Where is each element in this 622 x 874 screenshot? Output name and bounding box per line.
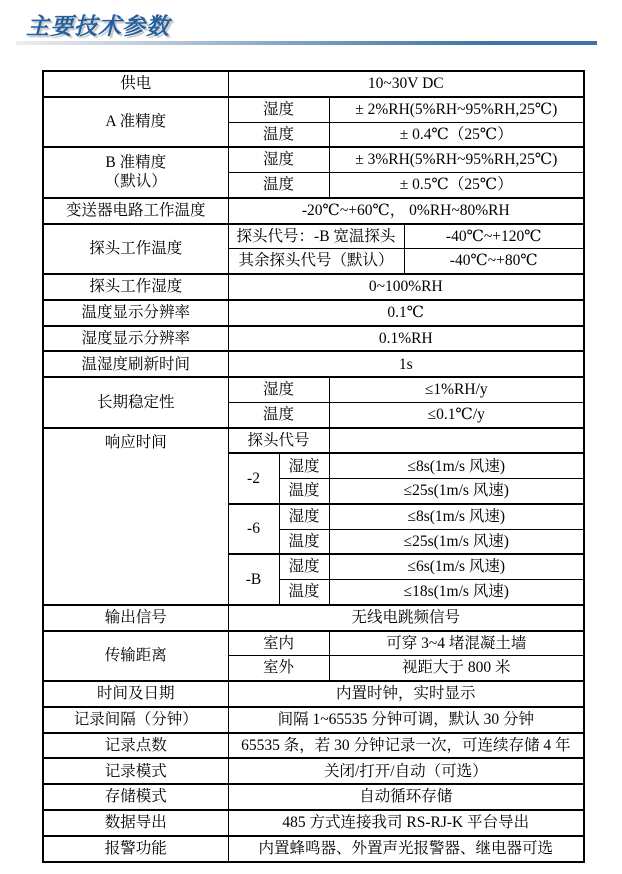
acc-a-temp-label-cell: 温度: [228, 122, 329, 147]
response-header-empty-cell: [329, 428, 584, 454]
row-alarm: [43, 836, 584, 862]
row-storage-mode: [43, 784, 584, 810]
page-title: 主要技术参数: [26, 13, 170, 39]
rh-res-label-cell: 湿度显示分辨率: [43, 326, 228, 352]
row-temp-resolution: [43, 300, 584, 326]
resp-b-temp-value-cell: ≤18s(1m/s 风速): [329, 580, 584, 605]
row-record-points: [43, 733, 584, 759]
acc-b-label-cell: [43, 147, 228, 197]
refresh-value-cell: 1s: [228, 351, 584, 377]
stability-humidity-value-cell: ≤1%RH/y: [329, 377, 584, 402]
spec-table: [42, 70, 585, 863]
response-label-cell: 响应时间: [43, 428, 228, 605]
acc-b-humidity-label-cell: 湿度: [228, 147, 329, 172]
points-label-cell: 记录点数: [43, 733, 228, 759]
resp-6-code-cell: -6: [228, 504, 279, 554]
storage-value-cell: 自动循环存储: [228, 784, 584, 810]
acc-b-label-line1: B 准精度: [105, 154, 167, 172]
stability-temp-label-cell: 温度: [228, 402, 329, 427]
storage-label-cell: 存储模式: [43, 784, 228, 810]
refresh-label-cell: 温湿度刷新时间: [43, 351, 228, 377]
resp-2-humidity-label-cell: 湿度: [279, 453, 329, 478]
rh-res-value-cell: 0.1%RH: [228, 326, 584, 352]
row-datetime: [43, 681, 584, 707]
probe-other-value-cell: -40℃~+80℃: [404, 249, 584, 274]
row-record-interval: [43, 707, 584, 733]
row-output-signal: [43, 605, 584, 631]
acc-b-humidity-value-cell: ± 3%RH(5%RH~95%RH,25℃): [329, 147, 584, 172]
acc-a-humidity-value-cell: ± 2%RH(5%RH~95%RH,25℃): [329, 97, 584, 122]
row-refresh-time: [43, 351, 584, 377]
resp-6-temp-value-cell: ≤25s(1m/s 风速): [329, 529, 584, 554]
resp-6-humidity-label-cell: 湿度: [279, 504, 329, 529]
row-response-header: [43, 428, 584, 454]
row-rh-resolution: [43, 326, 584, 352]
datetime-label-cell: 时间及日期: [43, 681, 228, 707]
rec-mode-value-cell: 关闭/打开/自动（可选）: [228, 758, 584, 784]
probe-rh-label-cell: 探头工作湿度: [43, 274, 228, 300]
stability-humidity-label-cell: 湿度: [228, 377, 329, 402]
datetime-value-cell: 内置时钟，实时显示: [228, 681, 584, 707]
resp-b-humidity-value-cell: ≤6s(1m/s 风速): [329, 554, 584, 579]
row-record-mode: [43, 758, 584, 784]
title-underline-rule: [16, 41, 597, 45]
probe-code-header-cell: 探头代号: [228, 428, 329, 454]
power-label-cell: 供电: [43, 71, 228, 97]
interval-label-cell: 记录间隔（分钟）: [43, 707, 228, 733]
acc-b-label-line2: （默认）: [104, 173, 167, 191]
rec-mode-label-cell: 记录模式: [43, 758, 228, 784]
power-value-cell: 10~30V DC: [228, 71, 584, 97]
distance-label-cell: 传输距离: [43, 631, 228, 681]
indoor-value-cell: 可穿 3~4 堵混凝土墙: [329, 631, 584, 656]
resp-b-temp-label-cell: 温度: [279, 580, 329, 605]
acc-a-humidity-label-cell: 湿度: [228, 97, 329, 122]
resp-6-temp-label-cell: 温度: [279, 529, 329, 554]
row-power: [43, 71, 584, 97]
resp-b-humidity-label-cell: 湿度: [279, 554, 329, 579]
temp-res-label-cell: 温度显示分辨率: [43, 300, 228, 326]
row-distance-indoor: [43, 631, 584, 656]
resp-2-code-cell: -2: [228, 453, 279, 503]
row-stability-humidity: [43, 377, 584, 402]
row-acc-a-humidity: [43, 97, 584, 122]
export-value-cell: 485 方式连接我司 RS-RJ-K 平台导出: [228, 810, 584, 836]
acc-a-label-cell: A 准精度: [43, 97, 228, 147]
outdoor-value-cell: 视距大于 800 米: [329, 656, 584, 681]
row-probe-rh: [43, 274, 584, 300]
output-label-cell: 输出信号: [43, 605, 228, 631]
probe-b-label-cell: 探头代号：-B 宽温探头: [228, 224, 404, 249]
alarm-value-cell: 内置蜂鸣器、外置声光报警器、继电器可选: [228, 836, 584, 862]
acc-b-temp-label-cell: 温度: [228, 172, 329, 197]
acc-a-temp-value-cell: ± 0.4℃（25℃）: [329, 122, 584, 147]
row-data-export: [43, 810, 584, 836]
acc-b-temp-value-cell: ± 0.5℃（25℃）: [329, 172, 584, 197]
probe-other-label-cell: 其余探头代号（默认）: [228, 249, 404, 274]
probe-rh-value-cell: 0~100%RH: [228, 274, 584, 300]
stability-temp-value-cell: ≤0.1℃/y: [329, 402, 584, 427]
indoor-label-cell: 室内: [228, 631, 329, 656]
alarm-label-cell: 报警功能: [43, 836, 228, 862]
resp-2-temp-value-cell: ≤25s(1m/s 风速): [329, 479, 584, 504]
resp-2-temp-label-cell: 温度: [279, 479, 329, 504]
probe-b-value-cell: -40℃~+120℃: [404, 224, 584, 249]
stability-label-cell: 长期稳定性: [43, 377, 228, 427]
resp-6-humidity-value-cell: ≤8s(1m/s 风速): [329, 504, 584, 529]
points-value-cell: 65535 条，若 30 分钟记录一次，可连续存储 4 年: [228, 733, 584, 759]
resp-b-code-cell: -B: [228, 554, 279, 604]
resp-2-humidity-value-cell: ≤8s(1m/s 风速): [329, 453, 584, 478]
probe-temp-label-cell: 探头工作温度: [43, 224, 228, 274]
interval-value-cell: 间隔 1~65535 分钟可调，默认 30 分钟: [228, 707, 584, 733]
circuit-temp-label-cell: 变送器电路工作温度: [43, 198, 228, 224]
circuit-temp-value-cell: -20℃~+60℃， 0%RH~80%RH: [228, 198, 584, 224]
output-value-cell: 无线电跳频信号: [228, 605, 584, 631]
export-label-cell: 数据导出: [43, 810, 228, 836]
row-circuit-temp: [43, 198, 584, 224]
row-acc-b-humidity: [43, 147, 584, 172]
temp-res-value-cell: 0.1℃: [228, 300, 584, 326]
row-probe-temp-b: [43, 224, 584, 249]
outdoor-label-cell: 室外: [228, 656, 329, 681]
